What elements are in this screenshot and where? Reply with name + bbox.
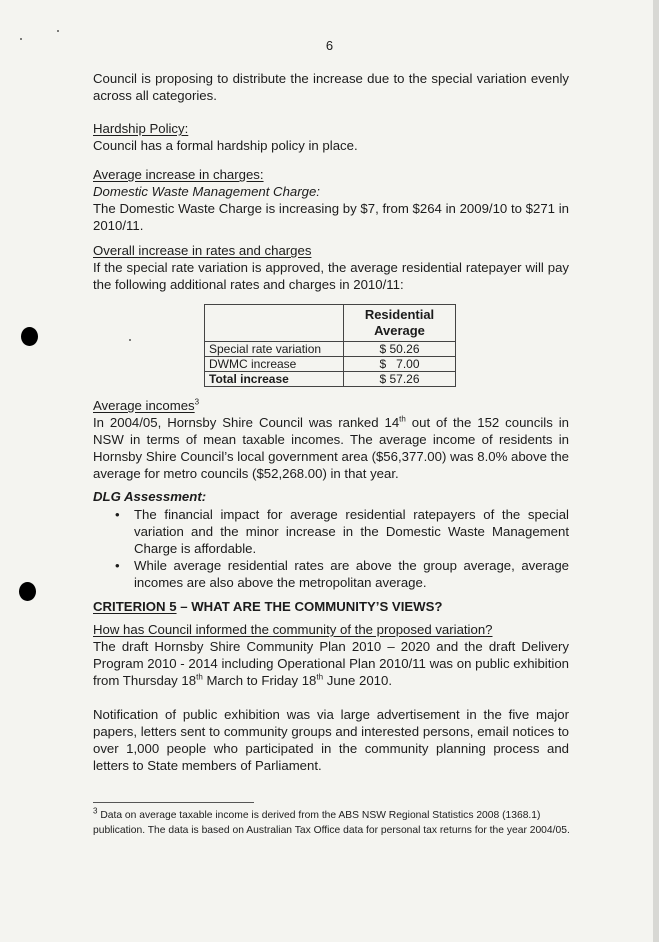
hardship-text: Council has a formal hardship policy in place. <box>93 138 358 153</box>
bullet-icon: • <box>115 507 120 522</box>
scan-speck <box>129 339 131 341</box>
punch-hole-top <box>21 327 38 346</box>
footnote-ref: 3 <box>194 397 200 407</box>
p1-part-c: June 2010. <box>323 673 392 688</box>
bullet-text: The financial impact for average residential ratepayers of the special variation and the minor increase in the Domestic Waste Management Charge is affordable. <box>134 507 569 556</box>
criterion-heading-label: CRITERION 5 <box>93 599 177 614</box>
p1-part-a: The draft Hornsby Shire Community Plan 2010 – 2020 and the draft Delivery Program 2010 - 2014 including Operational Plan 2010/11 was on public exhibition from Thursday 18 <box>93 639 569 688</box>
incomes-text <box>93 414 569 482</box>
bullet-icon: • <box>115 558 120 573</box>
ordinal-suffix: th <box>316 672 324 682</box>
criterion-heading-rest: – WHAT ARE THE COMMUNITY’S VIEWS? <box>176 599 443 614</box>
ordinal-suffix: th <box>399 414 406 424</box>
bullet-text: While average residential rates are above the group average, average incomes are also above the metropolitan average. <box>134 558 569 590</box>
table-header-residential-average <box>344 305 456 342</box>
punch-hole-bottom <box>19 582 36 601</box>
avg-increase-section <box>93 166 569 234</box>
footnote <box>93 808 573 838</box>
hardship-heading: Hardship Policy: <box>93 121 189 136</box>
incomes-section <box>93 397 569 482</box>
row-label: Special rate variation <box>205 342 344 357</box>
overall-section <box>93 242 569 293</box>
row-label: DWMC increase <box>205 357 344 372</box>
incomes-heading-line <box>93 397 569 414</box>
row-value: $ 50.26 <box>344 342 456 357</box>
footnote-text: Data on average taxable income is derived from the ABS NSW Regional Statistics 2008 (1368.1) publication. The data is based on Australian Tax Office data for personal tax returns for the year 2004/05. <box>93 810 570 836</box>
criterion-paragraph-2: Notification of public exhibition was via large advertisement in the five major papers, letters sent to community groups and interested persons, email notices to over 1,000 people who participated in the community planning process and letters to State members of Parliament. <box>93 707 569 773</box>
table-row <box>205 357 456 372</box>
dlg-assessment-section <box>93 488 569 591</box>
avg-increase-heading: Average increase in charges: <box>93 167 264 182</box>
scan-speck <box>57 30 59 32</box>
ordinal-suffix: th <box>196 672 203 682</box>
criterion-paragraph-1 <box>93 638 569 689</box>
incomes-text-b: out of the 152 councils in NSW in terms of mean taxable incomes. The average income of residents in Hornsby Shire Council’s local government area ($56,377.00) was 8.0% above the average for metro councils ($52,268.00) in that year. <box>93 415 570 481</box>
rates-table <box>204 304 456 387</box>
footnote-divider <box>93 802 254 803</box>
list-item <box>93 506 569 557</box>
header-line-1: Residential <box>364 307 435 322</box>
hardship-section <box>93 120 569 154</box>
footnote-marker: 3 <box>93 806 98 816</box>
incomes-heading: Average incomes <box>93 398 195 413</box>
dwmc-subheading: Domestic Waste Management Charge: <box>93 184 320 199</box>
dlg-heading: DLG Assessment: <box>93 489 207 504</box>
overall-heading: Overall increase in rates and charges <box>93 243 312 258</box>
incomes-text-a: In 2004/05, Hornsby Shire Council was ranked 14 <box>93 415 400 430</box>
criterion-heading <box>93 598 569 615</box>
table-row <box>205 342 456 357</box>
page-number: 6 <box>325 38 334 53</box>
table-corner-cell <box>205 305 344 342</box>
table-row-total <box>205 372 456 387</box>
row-label: Total increase <box>205 372 344 387</box>
overall-text: If the special rate variation is approved, the average residential ratepayer will pay the following additional rates and charges in 2010/11: <box>93 260 569 292</box>
row-value: $ 57.26 <box>344 372 456 387</box>
criterion-section <box>93 598 569 774</box>
p1-part-b: March to Friday 18 <box>202 673 317 688</box>
dwmc-text: The Domestic Waste Charge is increasing by $7, from $264 in 2009/10 to $271 in 2010/11. <box>93 201 569 233</box>
criterion-question: How has Council informed the community of the proposed variation? <box>93 622 493 637</box>
row-value: $ 7.00 <box>344 357 456 372</box>
table-header-row <box>205 305 456 342</box>
scan-edge <box>653 0 659 942</box>
dlg-bullet-list <box>93 506 569 591</box>
intro-paragraph: Council is proposing to distribute the increase due to the special variation evenly across all categories. <box>93 71 569 103</box>
header-line-2: Average <box>374 323 425 338</box>
list-item <box>93 557 569 591</box>
